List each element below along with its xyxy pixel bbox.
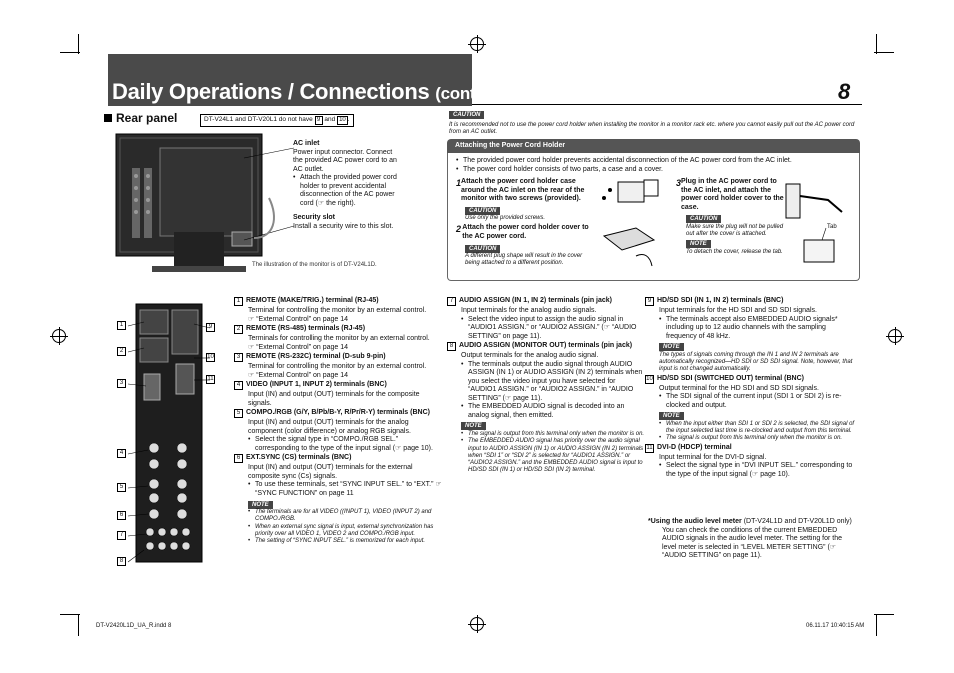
crop-mark bbox=[78, 614, 79, 636]
cord-step-3: 3 Plug in the AC power cord to the AC inlet, and attach the power cord holder cover to the case. CAUTION Make sure the plug will not be pulled out after the cover is attached. NOTE To detach the cover, release the tab. bbox=[676, 178, 784, 255]
crop-mark bbox=[876, 614, 877, 636]
header-rule bbox=[472, 104, 862, 105]
model-note-box: DT-V24L1 and DT-V20L1 do not have 9 and 10 . bbox=[200, 114, 354, 127]
registration-mark-icon bbox=[52, 329, 66, 343]
cord-holder-cover-illustration bbox=[782, 178, 858, 276]
crop-mark bbox=[874, 52, 894, 53]
terminals-col-3: 9 HD/SD SDI (IN 1, IN 2) terminals (BNC) Input terminals for the HD SDI and SD SDI signals. • The terminals accept also EMBEDDED AUDIO signals* including up to 12 audio channels with the sampling frequency of 48 kHz. NOTE The types of signals coming through the IN 1 and IN 2 terminals are automatically recognized—HD SDI or SD SDI signal. Note, however, that input is not changed automatically. 10 HD/SD SDI (SWITCHED OUT) terminal (BNC) Output terminal for the HD SDI and SD SDI signals. • The SDI signal of the current input (SDI 1 or SDI 2) is re-clocked and output. NOTE • When the input either than SDI 1 or SDI 2 is selected, the SDI signal of the input selected last time is re-clocked and output from this terminal. • The signal is output from this terminal only when the monitor is on. 11 DVI-D (HDCP) terminal Input terminal for the DVI-D signal. • Select the signal type in “DVI INPUT SEL.” corresponding to the type of the input signal (☞ page 10). bbox=[645, 297, 855, 479]
callout-3: 3 bbox=[117, 379, 129, 388]
crop-mark bbox=[874, 614, 894, 615]
callout-8: 8 bbox=[117, 557, 129, 566]
callout-6: 6 bbox=[117, 511, 129, 520]
page-number: 8 bbox=[838, 79, 851, 104]
caution-top: CAUTION It is recommended not to use the power cord holder when installing the monitor in a monitor rack etc. where you cannot easily pull out the AC power cord from an AC outlet. bbox=[449, 112, 855, 135]
connector-panel-illustration bbox=[114, 300, 226, 572]
monitor-rear-illustration bbox=[104, 128, 294, 273]
registration-mark-icon bbox=[888, 329, 902, 343]
cord-step-1: 1 Attach the power cord holder case around the AC inlet on the rear of the monitor with two screws (provided). CAUTION Use only the provided screws. 2 Attach the power cord holder cover to the AC power cord. CAUTION A different plug shape will result in the cover being attached to a different position. bbox=[456, 178, 589, 267]
callout-11: 11 bbox=[207, 376, 214, 382]
crop-mark bbox=[78, 34, 79, 54]
registration-mark-icon bbox=[470, 617, 484, 631]
terminals-col-2: 7 AUDIO ASSIGN (IN 1, IN 2) terminals (pin jack) Input terminals for the analog audio signals. • Select the video input to assign the audio signal in “AUDIO1 ASSIGN.” or “AUDIO2 ASSIGN.” (☞ “AUDIO SETTING” on page 11). 8 AUDIO ASSIGN (MONITOR OUT) terminals (pin jack) Output terminals for the analog audio signal. • The terminals output the audio signal through AUDIO ASSIGN (IN 1) or AUDIO ASSIGN (IN 2) terminals when you select the video input you have selected for “AUDIO1 ASSIGN.” or “AUDIO2 ASSIGN.” in “AUDIO SETTING” (☞ page 11). • The EMBEDDED AUDIO signal is decoded into an analog signal, then emitted. NOTE • The signal is output from this terminal only when the monitor is on. • The EMBEDDED AUDIO signal has priority over the audio signal input to AUDIO ASSIGN (IN 1) or AUDIO ASSIGN (IN 2) terminals when “SDI 1” or “SDI 2” is selected for “AUDIO1 ASSIGN.” or “AUDIO2 ASSIGN.” and the EMBEDDED AUDIO signal is input to HD/SD SDI (IN 1) or HD/SD SDI (IN 2) terminal. bbox=[447, 297, 645, 475]
cord-holder-case-illustration bbox=[596, 176, 671, 276]
tab-label: Tab bbox=[827, 224, 837, 230]
callout-2: 2 bbox=[117, 347, 129, 356]
callout-10: 10 bbox=[207, 354, 214, 360]
rear-panel-heading: Rear panel bbox=[104, 111, 177, 126]
registration-mark-icon bbox=[470, 37, 484, 51]
crop-mark bbox=[876, 34, 877, 54]
ac-inlet-desc: AC inlet Power input connector. Connect the provided AC power cord to an AC outlet. • Attach the provided power cord holder to prevent accidental disconnection of the AC power cord (☞ the right). bbox=[293, 140, 403, 208]
page-title: Daily Operations / Connections (cont.) bbox=[112, 79, 486, 104]
crop-mark bbox=[60, 52, 80, 53]
footer-right: 06.11.17 10:40:15 AM bbox=[806, 623, 865, 629]
crop-mark bbox=[60, 614, 80, 615]
illustration-note: The illustration of the monitor is of DT-V24L1D. bbox=[252, 262, 377, 268]
footer-left: DT-V2420L1D_UA_R.indd 8 bbox=[96, 623, 172, 629]
security-slot-desc: Security slot Install a security wire to this slot. bbox=[293, 214, 394, 230]
cord-holder-intro: • The provided power cord holder prevents accidental disconnection of the AC power cord from the AC inlet. • The power cord holder consists of two parts, a case and a cover. bbox=[456, 157, 856, 174]
callout-4: 4 bbox=[117, 449, 129, 458]
callout-9: 9 bbox=[206, 323, 218, 332]
audio-level-meter-note: *Using the audio level meter (DT-V24L1D and DT-V20L1D only) You can check the conditions of the current EMBEDDED AUDIO signals in the audio level meter. The setting for the level meter is selected in “LEVEL METER SETTING” (☞ “AUDIO SETTING” on page 11). bbox=[648, 518, 852, 560]
cord-holder-title: Attaching the Power Cord Holder bbox=[447, 139, 860, 153]
callout-7: 7 bbox=[117, 531, 129, 540]
terminals-col-1: 1 REMOTE (MAKE/TRIG.) terminal (RJ-45) Terminal for controlling the monitor by an external control. ☞ “External Control” on page 14 2 REMOTE (RS-485) terminals (RJ-45) Terminals for controlling the monitor by an external control. ☞ “External Control” on page 14 3 REMOTE (RS-232C) terminal (D-sub 9-pin) Terminal for controlling the monitor by an external control. ☞ “External Control” on page 14 4 VIDEO (INPUT 1, INPUT 2) terminals (BNC) Input (IN) and output (OUT) terminals for the composite signals. 5 COMPO./RGB (G/Y, B/Pb/B-Y, R/Pr/R-Y) terminals (BNC) Input (IN) and output (OUT) terminals for the analog component (color difference) or analog RGB signals. • Select the signal type in “COMPO./RGB SEL.” corresponding to the type of the input signal (☞ page 10). 6 EXT.SYNC (CS) terminals (BNC) Input (IN) and output (OUT) terminals for the external composite sync (Cs) signals. • To use these terminals, set “SYNC INPUT SEL.” to “EXT.” ☞ “SYNC FUNCTION” on page 11 NOTE • The terminals are for all VIDEO ((INPUT 1), VIDEO (INPUT 2) and COMPO./RGB. • When an external sync signal is input, external synchronization has priority over all VIDEO 1, VIDEO 2 and COMPO./RGB input. • The setting of “SYNC INPUT SEL.” is memorized for each input. bbox=[234, 297, 442, 546]
callout-5: 5 bbox=[117, 483, 129, 492]
callout-1: 1 bbox=[117, 321, 129, 330]
